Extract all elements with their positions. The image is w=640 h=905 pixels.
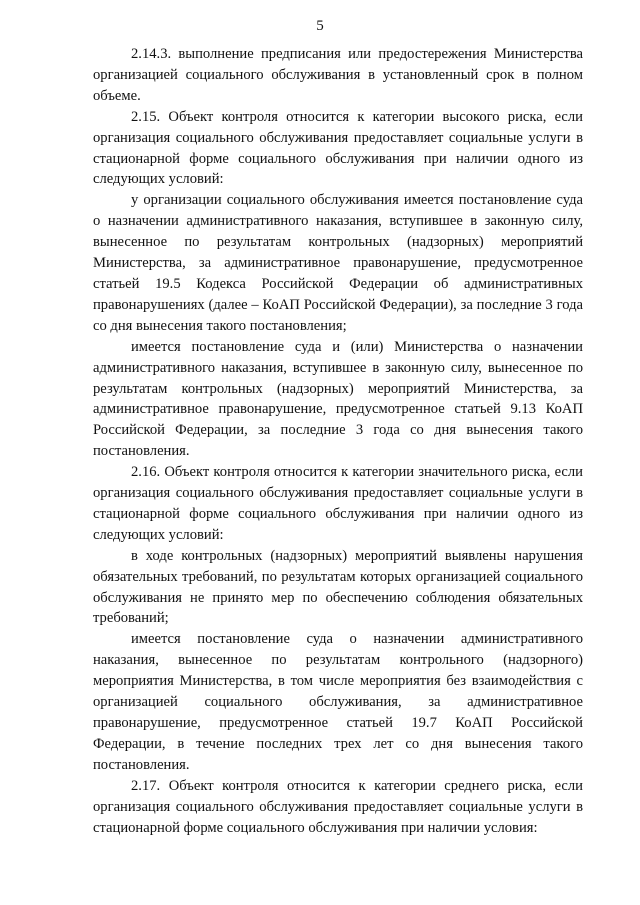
paragraph-2-15: 2.15. Объект контроля относится к категории высокого риска, если организация социального обслуживания предоставляет социальные услуги в стационарной форме социального обслуживания при наличии одного из следующих условий:: [93, 108, 583, 188]
paragraph-2-15-condition-1: у организации социального обслуживания имеется постановление суда о назначении административного наказания, вступившее в законную силу, вынесенное по результатам контрольных (надзорных) мероприятий Министерства, за административное правонарушение, предусмотренное статьей 19.5 Кодекса Российской Федерации об административных правонарушениях (далее – КоАП Российской Федерации), за последние 3 года со дня вынесения такого постановления;: [93, 192, 583, 334]
paragraph-2-14-3: 2.14.3. выполнение предписания или предостережения Министерства организацией социального обслуживания в установленный срок в полном объеме.: [93, 46, 583, 104]
paragraph-2-16-condition-2: имеется постановление суда о назначении административного наказания, вынесенное по результатам контрольного (надзорного) мероприятия Министерства, в том числе мероприятия без взаимодействия с организацией социального обслуживания, за административное правонарушение, предусмотренное статьей 19.7 КоАП Российской Федерации, в течение последних трех лет со дня вынесения такого постановления.: [93, 631, 583, 773]
paragraph-2-16-condition-1: в ходе контрольных (надзорных) мероприятий выявлены нарушения обязательных требований, по результатам которых организацией социального обслуживания не принято мер по обеспечению соблюдения обязательных требований;: [93, 547, 583, 627]
paragraph-2-17: 2.17. Объект контроля относится к категории среднего риска, если организация социального обслуживания предоставляет социальные услуги в стационарной форме социального обслуживания при наличии условия:: [93, 777, 583, 836]
paragraph-2-15-condition-2: имеется постановление суда и (или) Министерства о назначении административного наказания, вступившее в законную силу, вынесенное по результатам контрольных (надзорных) мероприятий Министерства, за административное правонарушение, предусмотренное статьей 9.13 КоАП Российской Федерации, за последние 3 года со дня вынесения такого постановления.: [93, 338, 583, 460]
document-body: [93, 44, 583, 838]
paragraph-2-16: 2.16. Объект контроля относится к категории значительного риска, если организация социального обслуживания предоставляет социальные услуги в стационарной форме социального обслуживания при наличии одного из следующих условий:: [93, 464, 583, 543]
page-number: 5: [316, 18, 324, 34]
